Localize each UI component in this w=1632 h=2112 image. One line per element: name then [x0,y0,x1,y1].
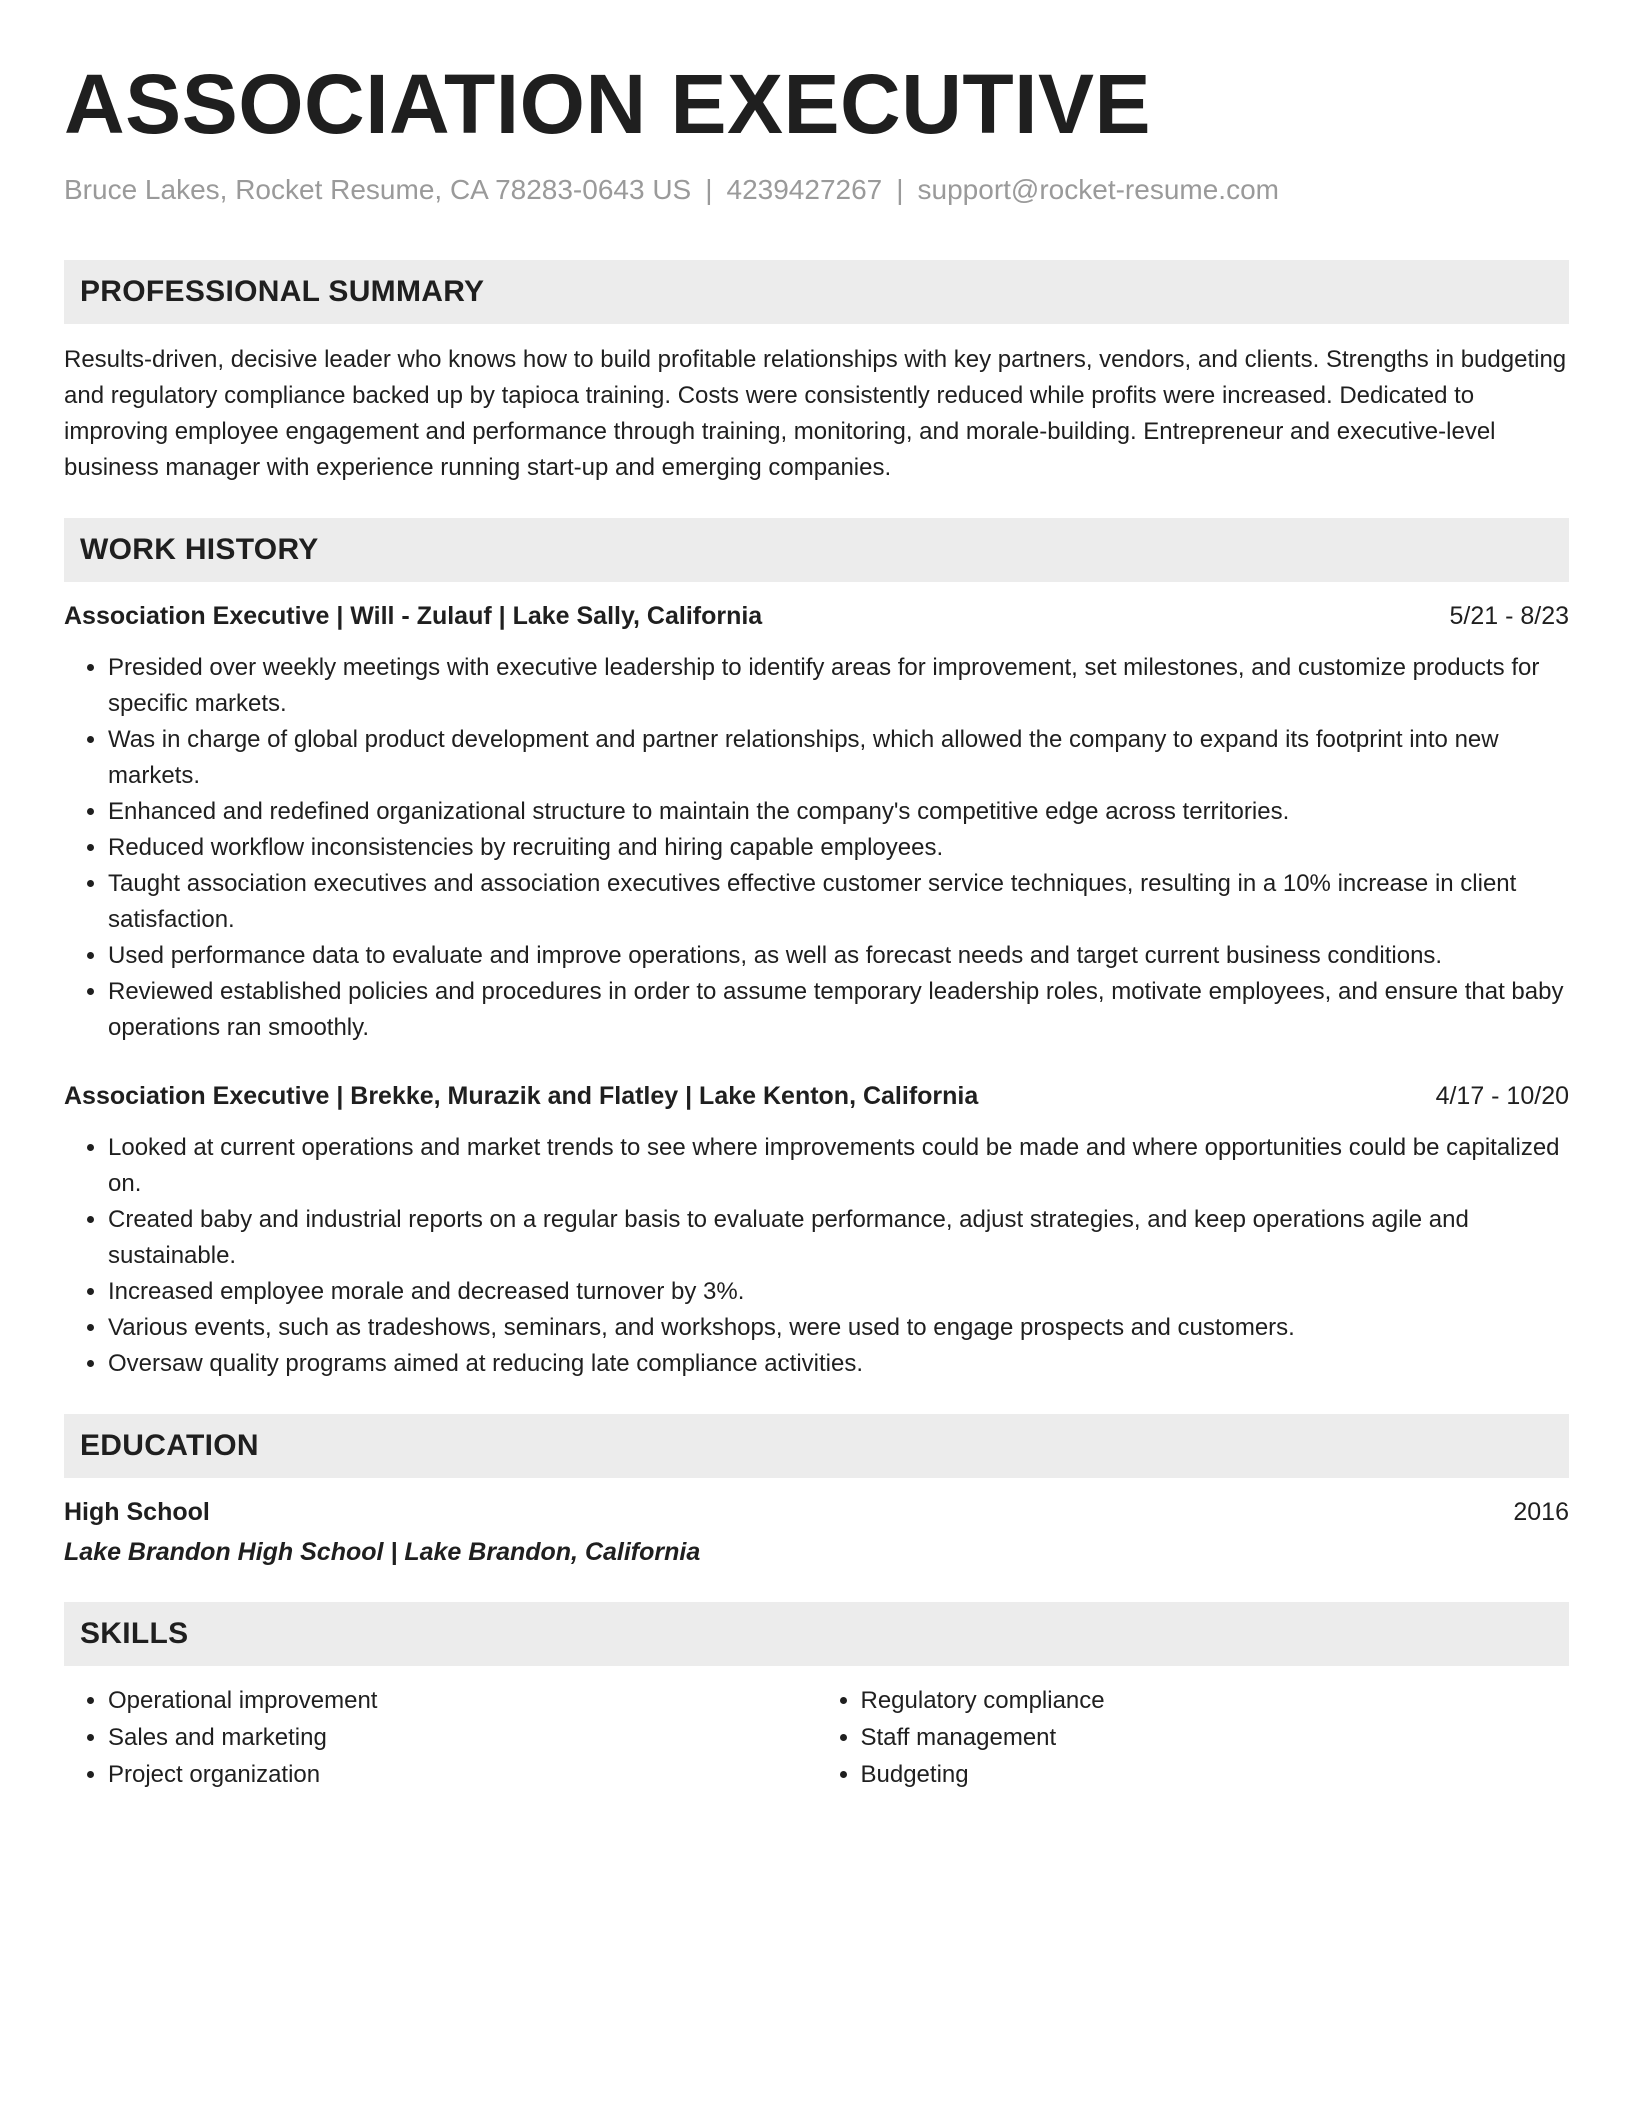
contact-email: support@rocket-resume.com [917,174,1279,205]
education-degree: High School [64,1498,210,1526]
job-bullet: • Reduced workflow inconsistencies by recruiting and hiring capable employees. [108,830,1569,866]
contact-separator: | [705,174,713,205]
job-dates: 5/21 - 8/23 [1449,602,1569,630]
job-header [64,598,1569,634]
job-dates: 4/17 - 10/20 [1435,1082,1569,1110]
job-bullet: • Created baby and industrial reports on a regular basis to evaluate performance, adjust strategies, and keep operations agile and sustainable. [108,1202,1569,1274]
job-bullet: • Enhanced and redefined organizational structure to maintain the company's competitive edge across territories. [108,794,1569,830]
summary-text: Results-driven, decisive leader who knows how to build profitable relationships with key partners, vendors, and clients. Strengths in budgeting and regulatory compliance backed up by tapioca training. Costs were consistently reduced while profits were increased. Dedicated to improving employee engagement and performance through training, monitoring, and morale-building. Entrepreneur and executive-level business manager with experience running start-up and emerging companies. [64,346,1567,481]
skill-item: • Regulatory compliance [861,1682,1570,1719]
job-bullet: • Increased employee morale and decreased turnover by 3%. [108,1274,1569,1310]
contact-separator: | [896,174,904,205]
skill-item: • Operational improvement [108,1682,817,1719]
job-bullet: • Presided over weekly meetings with executive leadership to identify areas for improvement, set milestones, and customize products for specific markets. [108,650,1569,722]
section-heading-summary: PROFESSIONAL SUMMARY [64,260,1569,324]
section-heading-work-history: WORK HISTORY [64,518,1569,582]
skills-grid [64,1682,1569,1793]
contact-phone: 4239427267 [726,174,883,205]
contact-line [64,172,1569,208]
education-header [64,1494,1569,1530]
skill-item: • Project organization [108,1756,817,1793]
skill-item: • Sales and marketing [108,1719,817,1756]
job-bullet-list [64,650,1569,1046]
education-year: 2016 [1513,1498,1569,1526]
resume-title: ASSOCIATION EXECUTIVE [64,57,1152,151]
skills-column-right [817,1682,1570,1793]
job-bullet: • Used performance data to evaluate and improve operations, as well as forecast needs and target current business conditions. [108,938,1569,974]
skills-column-left [64,1682,817,1793]
job-bullet-list [64,1130,1569,1382]
job-header [64,1078,1569,1114]
skill-item: • Budgeting [861,1756,1570,1793]
job-bullet: • Various events, such as tradeshows, seminars, and workshops, were used to engage prospects and customers. [108,1310,1569,1346]
job-bullet: • Was in charge of global product development and partner relationships, which allowed the company to expand its footprint into new markets. [108,722,1569,794]
job-entry [64,1078,1569,1382]
job-entry [64,598,1569,1046]
skill-item: • Staff management [861,1719,1570,1756]
contact-address: Bruce Lakes, Rocket Resume, CA 78283-0643 US [64,174,692,205]
job-title: Association Executive | Will - Zulauf | Lake Sally, California [64,602,763,630]
section-heading-skills: SKILLS [64,1602,1569,1666]
job-bullet: • Taught association executives and association executives effective customer service techniques, resulting in a 10% increase in client satisfaction. [108,866,1569,938]
job-title: Association Executive | Brekke, Murazik and Flatley | Lake Kenton, California [64,1082,979,1110]
education-school: Lake Brandon High School | Lake Brandon, California [64,1538,701,1566]
job-bullet: • Oversaw quality programs aimed at reducing late compliance activities. [108,1346,1569,1382]
job-bullet: • Reviewed established policies and procedures in order to assume temporary leadership roles, motivate employees, and ensure that baby operations ran smoothly. [108,974,1569,1046]
section-heading-education: EDUCATION [64,1414,1569,1478]
job-bullet: • Looked at current operations and market trends to see where improvements could be made and where opportunities could be capitalized on. [108,1130,1569,1202]
